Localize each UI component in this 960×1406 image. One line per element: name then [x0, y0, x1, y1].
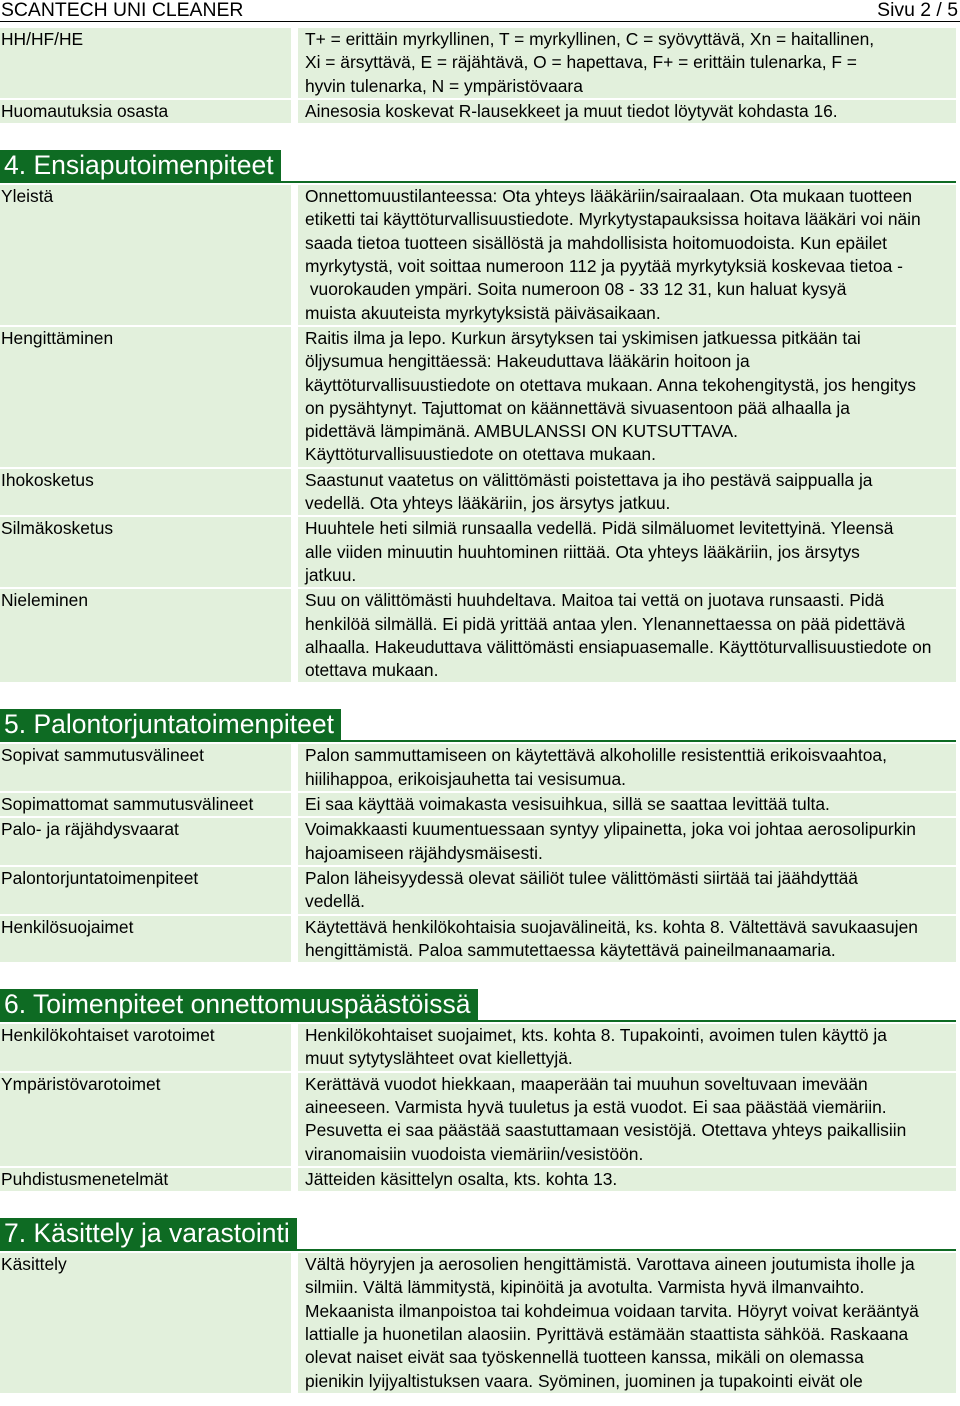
row-text: Käytettävä henkilökohtaisia suojavälineitä, ks. kohta 8. Vältettävä savukaasujen hengittämistä. Paloa sammutettaessa käytettävä paineilmanaamaria. [298, 916, 956, 963]
row-text: Huuhtele heti silmiä runsaalla vedellä. Pidä silmäluomet levitettyinä. Yleensä alle viiden minuutin huuhtominen riittää. Ota yhteys lääkäriin, jos ärsytys jatkuu. [298, 517, 956, 587]
section-heading [0, 150, 956, 183]
row-text: T+ = erittäin myrkyllinen, T = myrkyllinen, C = syövyttävä, Xn = haitallinen, Xi = ärsyttävä, E = räjähtävä, O = hapettava, F+ = erittäin tulenarka, F = hyvin tulenarka, N = ympäristövaara [298, 28, 956, 98]
row-text: Vältä höyryjen ja aerosolien hengittämistä. Varottava aineen joutumista iholle ja silmiin. Vältä lämmitystä, kipinöitä ja avotulta. Varmista hyvä ilmanvaihto. Mekaanista ilmanpoistoa tai kohdeimua voidaan tarvita. Höyryt voivat kerääntyä lattialle ja huonetilan alaosiin. Pyrittävä estämään staattista sähköä. Raskaana olevat naiset eivät saa työskennellä tuotteen kanssa, mikäli on olemassa pienikin lyijyaltistuksen vaara. Syöminen, juominen ja tupakointi eivät ole [298, 1253, 956, 1393]
section-heading [0, 989, 956, 1022]
row-protective-equipment [0, 916, 956, 963]
row-text: Henkilökohtaiset suojaimet, kts. kohta 8. Tupakointi, avoimen tulen käyttö ja muut sytytyslähteet ovat kiellettyjä. [298, 1024, 956, 1071]
row-label: Sopivat sammutusvälineet [0, 744, 291, 791]
row-label: Palontorjuntatoimenpiteet [0, 867, 291, 914]
row-hazard-symbol-key [0, 28, 956, 98]
row-label: Nieleminen [0, 589, 291, 682]
section-title: 7. Käsittely ja varastointi [0, 1218, 297, 1249]
row-text: Raitis ilma ja lepo. Kurkun ärsytyksen tai yskimisen jatkuessa pitkään tai öljysumua hengittäessä: Hakeuduttava lääkärin hoitoon ja käyttöturvallisuustiedote on otettava mukaan. Anna tekohengitystä, jos hengitys on pysähtynyt. Tajuttomat on käännettävä sivuasentoon pää alhaalla ja pidettävä lämpimänä. AMBULANSSI ON KUTSUTTAVA. Käyttöturvallisuustiedote on otettava mukaan. [298, 327, 956, 467]
section-heading [0, 709, 956, 742]
row-text: Palon läheisyydessä olevat säiliöt tulee välittömästi siirtää tai jäähdyttää vedellä. [298, 867, 956, 914]
section-4-first-aid [0, 150, 956, 682]
row-label: Sopimattomat sammutusvälineet [0, 793, 291, 816]
section-7-handling-storage [0, 1218, 956, 1393]
section-5-fire-fighting [0, 709, 956, 962]
row-text: Suu on välittömästi huuhdeltava. Maitoa tai vettä on juotava runsaasti. Pidä henkilöä silmällä. Ei pidä yrittää antaa ylen. Ylenannettaessa on pää pidettävä alhaalla. Hakeuduttava välittömästi ensiapuasemalle. Käyttöturvallisuustiedote on otettava mukaan. [298, 589, 956, 682]
section-3-continuation [0, 28, 956, 123]
row-label: Silmäkosketus [0, 517, 291, 587]
row-suitable-extinguishing-media [0, 744, 956, 791]
row-eye-contact [0, 517, 956, 587]
row-label: Ympäristövarotoimet [0, 1073, 291, 1166]
row-text: Palon sammuttamiseen on käytettävä alkoholille resistenttiä erikoisvaahtoa, hiilihappoa, erikoisjauhetta tai vesisumua. [298, 744, 956, 791]
document-header [0, 0, 960, 22]
section-heading [0, 1218, 956, 1251]
row-label: Puhdistusmenetelmät [0, 1168, 291, 1191]
row-label: Palo- ja räjähdysvaarat [0, 818, 291, 865]
row-ingestion [0, 589, 956, 682]
row-handling [0, 1253, 956, 1393]
row-section-notes [0, 100, 956, 123]
row-label: Ihokosketus [0, 469, 291, 516]
row-label: Käsittely [0, 1253, 291, 1393]
row-skin-contact [0, 469, 956, 516]
row-label: Henkilösuojaimet [0, 916, 291, 963]
row-text: Ei saa käyttää voimakasta vesisuihkua, sillä se saattaa levittää tulta. [298, 793, 956, 816]
row-unsuitable-extinguishing-media [0, 793, 956, 816]
row-label: Huomautuksia osasta [0, 100, 291, 123]
row-label: Henkilökohtaiset varotoimet [0, 1024, 291, 1071]
row-inhalation [0, 327, 956, 467]
row-text: Voimakkaasti kuumentuessaan syntyy ylipainetta, joka voi johtaa aerosolipurkin hajoamiseen räjähdysmäisesti. [298, 818, 956, 865]
section-title: 5. Palontorjuntatoimenpiteet [0, 709, 341, 740]
row-label: HH/HF/HE [0, 28, 291, 98]
section-title: 6. Toimenpiteet onnettomuuspäästöissä [0, 989, 478, 1020]
section-title: 4. Ensiaputoimenpiteet [0, 150, 281, 181]
row-fire-fighting-measures [0, 867, 956, 914]
row-general [0, 185, 956, 325]
page-number: Sivu 2 / 5 [877, 0, 958, 21]
row-fire-explosion-hazards [0, 818, 956, 865]
row-text: Onnettomuustilanteessa: Ota yhteys lääkäriin/sairaalaan. Ota mukaan tuotteen etiketti tai käyttöturvallisuustiedote. Myrkytystapauksissa hoitava lääkäri voi näin saada tietoa tuotteen sisällöstä ja mahdollisista hoitomuodoista. Kun epäilet myrkytystä, voit soittaa numeroon 112 ja pyytää myrkytyksiä koskevaa tietoa - vuorokauden ympäri. Soita numeroon 08 - 33 12 31, kun haluat kysyä muista akuuteista myrkytyksistä päiväsaikaan. [298, 185, 956, 325]
row-cleanup-methods [0, 1168, 956, 1191]
row-text: Ainesosia koskevat R-lausekkeet ja muut tiedot löytyvät kohdasta 16. [298, 100, 956, 123]
row-environmental-precautions [0, 1073, 956, 1166]
row-label: Yleistä [0, 185, 291, 325]
row-text: Jätteiden käsittelyn osalta, kts. kohta 13. [298, 1168, 956, 1191]
product-name: SCANTECH UNI CLEANER [1, 0, 244, 21]
row-text: Saastunut vaatetus on välittömästi poistettava ja iho pestävä saippualla ja vedellä. Ota yhteys lääkäriin, jos ärsytys jatkuu. [298, 469, 956, 516]
row-text: Kerättävä vuodot hiekkaan, maaperään tai muuhun soveltuvaan imevään aineeseen. Varmista hyvä tuuletus ja estä vuodot. Ei saa päästää viemäriin. Pesuvetta ei saa päästää saastuttamaan vesistöjä. Otettava yhteys paikallisiin viranomaisiin vuodoista viemäriin/vesistöön. [298, 1073, 956, 1166]
section-6-accidental-release [0, 989, 956, 1191]
row-personal-precautions [0, 1024, 956, 1071]
row-label: Hengittäminen [0, 327, 291, 467]
